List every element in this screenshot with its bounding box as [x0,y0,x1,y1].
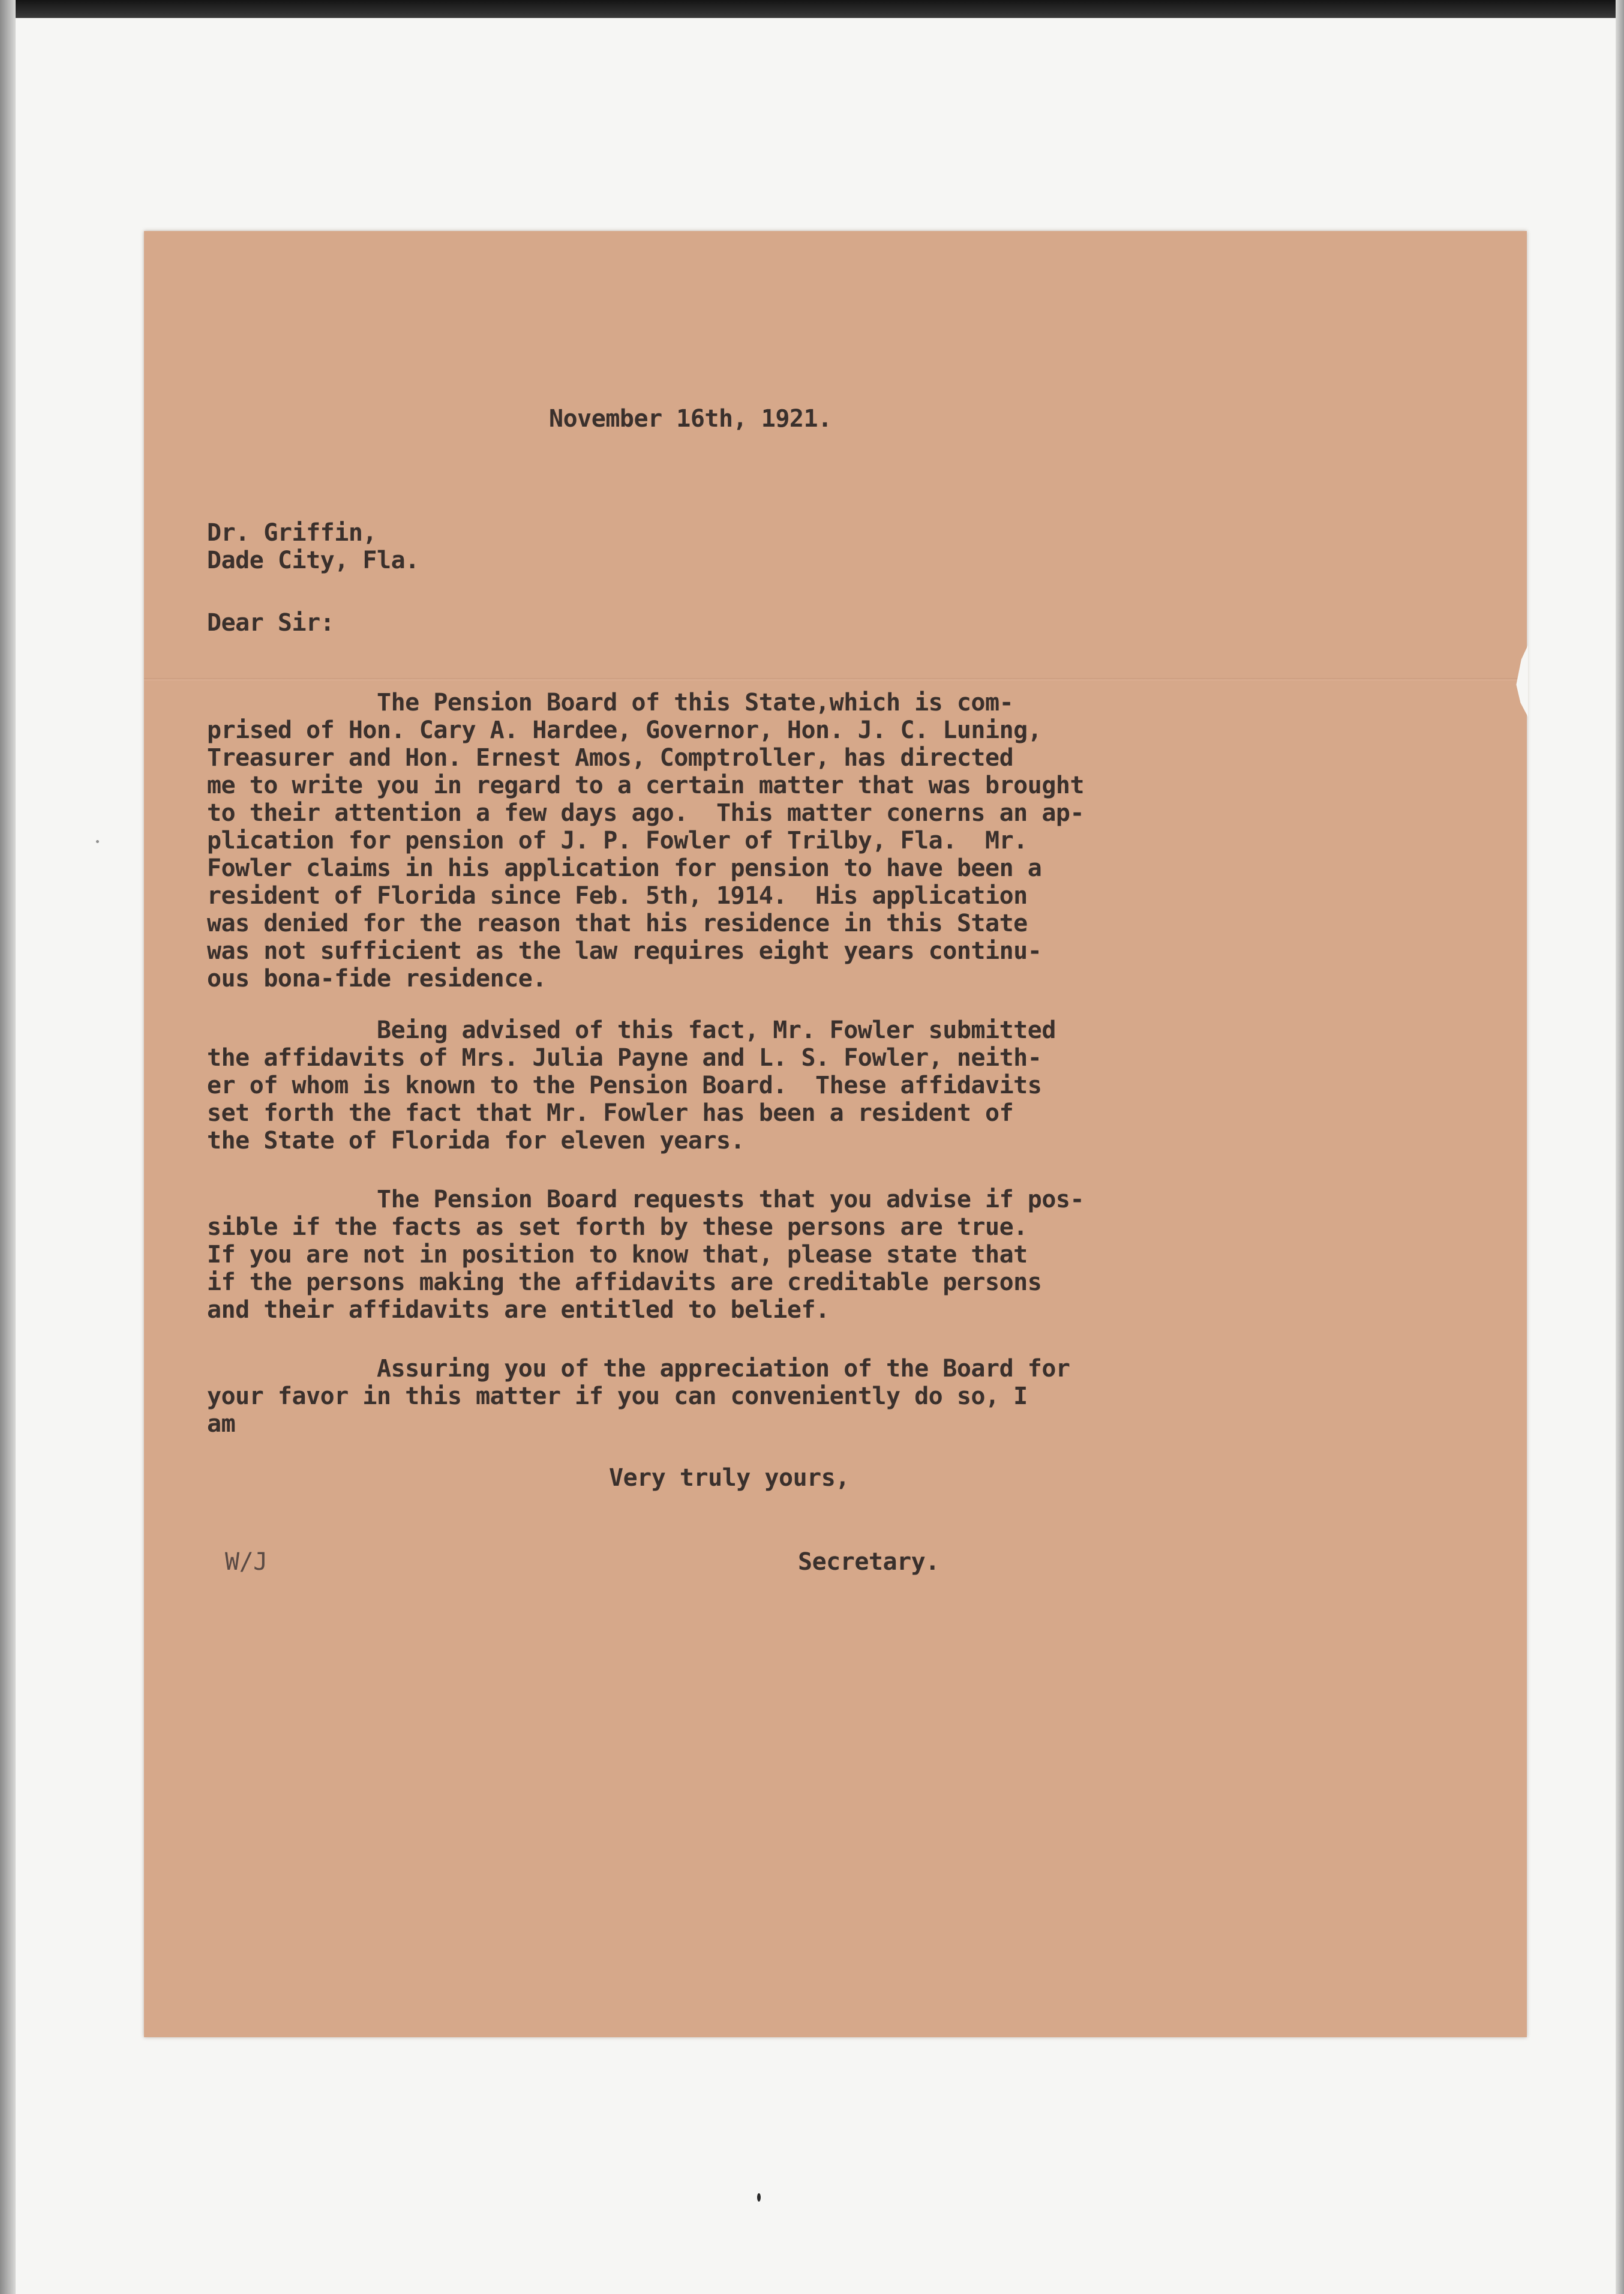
body-line: resident of Florida since Feb. 5th, 1914. His application [207,882,1028,910]
body-paragraph-4 [207,1355,1070,1438]
complimentary-close: Very truly yours, [609,1464,849,1492]
salutation: Dear Sir: [207,609,335,637]
paper-edge-tear [1511,645,1528,717]
scan-speck [96,840,99,843]
scanner-left-edge [0,0,16,2294]
body-line: and their affidavits are entitled to belief. [207,1296,830,1324]
body-line: am [207,1410,236,1438]
body-paragraph-3 [207,1186,1084,1324]
signatory-title: Secretary. [798,1548,939,1576]
body-line: was not sufficient as the law requires eight years continu- [207,937,1042,965]
body-line: Treasurer and Hon. Ernest Amos, Comptroller, has directed [207,744,1014,772]
recipient-location: Dade City, Fla. [207,547,419,574]
body-line: me to write you in regard to a certain matter that was brought [207,772,1085,799]
body-line: sible if the facts as set forth by these persons are true. [207,1213,1028,1241]
body-line: The Pension Board of this State,which is com- [207,689,1014,716]
paper-fold-line [144,678,1527,680]
body-line: Assuring you of the appreciation of the Board for [207,1355,1070,1383]
letter-date: November 16th, 1921. [549,405,832,433]
body-line: was denied for the reason that his residence in this State [207,910,1028,937]
body-paragraph-1 [207,689,1084,992]
body-paragraph-2 [207,1016,1056,1155]
body-line: If you are not in position to know that, please state that [207,1241,1028,1269]
body-line: the affidavits of Mrs. Julia Payne and L. S. Fowler, neith- [207,1044,1042,1072]
scanner-top-edge [0,0,1624,18]
body-line: plication for pension of J. P. Fowler of Trilby, Fla. Mr. [207,827,1028,854]
body-line: The Pension Board requests that you advise if pos- [207,1186,1085,1213]
typist-initials: W/J [225,1548,268,1576]
recipient-name: Dr. Griffin, [207,519,377,547]
body-line: prised of Hon. Cary A. Hardee, Governor, Hon. J. C. Luning, [207,716,1042,744]
body-line: your favor in this matter if you can conveniently do so, I [207,1383,1028,1410]
body-line: er of whom is known to the Pension Board. These affidavits [207,1072,1042,1099]
body-line: the State of Florida for eleven years. [207,1127,745,1155]
scan-speck [757,2193,761,2202]
body-line: to their attention a few days ago. This matter conerns an ap- [207,799,1085,827]
body-line: ous bona-fide residence. [207,965,547,992]
body-line: Being advised of this fact, Mr. Fowler submitted [207,1016,1056,1044]
body-line: set forth the fact that Mr. Fowler has been a resident of [207,1099,1014,1127]
body-line: Fowler claims in his application for pension to have been a [207,854,1042,882]
scanner-right-edge [1616,0,1624,2294]
body-line: if the persons making the affidavits are creditable persons [207,1269,1042,1296]
